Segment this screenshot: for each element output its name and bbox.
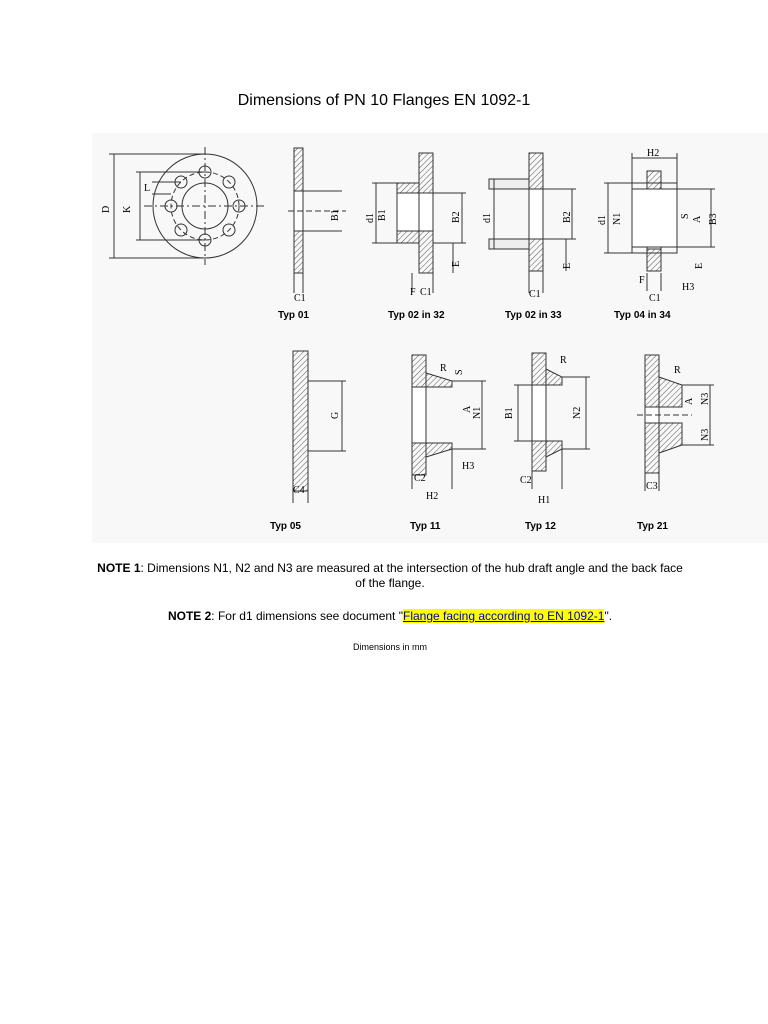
typ11-drawing [412,355,486,489]
dim-h3-label: H3 [682,282,695,293]
dim-h2-label-2: H2 [426,491,439,502]
typ01-label: Typ 01 [278,310,309,321]
typ02in32-label: Typ 02 in 32 [388,310,445,321]
dim-d1-label-3: d1 [597,215,608,225]
dim-l-label: L [144,183,151,194]
dim-c2-label: C2 [414,473,426,484]
dim-n3-label-2: N3 [700,428,711,441]
dim-b2-label-2: B2 [562,211,573,223]
dim-d-label: D [101,205,112,213]
dim-c2-label-2: C2 [520,475,532,486]
dim-c3-label: C3 [646,481,658,492]
dim-n3-label: N3 [700,392,711,405]
dim-a-label: A [692,215,703,223]
dim-h2-label: H2 [647,148,660,159]
typ11-label: Typ 11 [410,521,441,532]
page-title: Dimensions of PN 10 Flanges EN 1092-1 [237,92,531,109]
dim-r-label-3: R [674,365,681,376]
dim-k-label: K [122,205,133,213]
note-1-label: NOTE 1 [97,561,141,575]
dim-a-label-3: A [684,397,695,405]
dim-e-label-2: E [562,262,573,269]
flange-types-drawing [92,133,768,543]
typ12-label: Typ 12 [525,521,556,532]
dim-s-label-2: S [454,369,465,375]
dim-e-label-3: E [694,262,705,269]
dim-b2-label: B2 [451,211,462,223]
dim-c4-label: C4 [293,485,305,496]
dim-b3-label: B3 [708,213,719,225]
dim-f-label: F [410,287,416,298]
dim-a-label-2: A [462,405,473,413]
typ04in34-label: Typ 04 in 34 [614,310,671,321]
dim-f-label-2: F [639,275,645,286]
typ21-label: Typ 21 [637,521,668,532]
dim-b1-label-2: B1 [377,209,388,221]
note-2-text-after: ". [604,609,613,623]
units-caption: Dimensions in mm [352,642,428,652]
note-1-text: : Dimensions N1, N2 and N3 are measured at the intersection of the hub draft angle and the back face of the flange. [140,561,683,590]
dim-c1-label-4: C1 [649,293,661,304]
dim-s-label: S [680,213,691,219]
note-2-label: NOTE 2 [167,609,212,623]
typ12-drawing [514,353,590,489]
note-2 [92,609,688,623]
dim-n2-label: N2 [572,406,583,419]
dim-c1-label-2: C1 [420,287,432,298]
typ05-label: Typ 05 [270,521,301,532]
note-2-text-before: : For d1 dimensions see document " [211,609,403,623]
dim-b1-label: B1 [330,209,341,221]
dim-h1-label: H1 [538,495,551,506]
flange-facing-link[interactable]: Flange facing according to EN 1092-1 [402,609,605,623]
dim-h3-label-2: H3 [462,461,475,472]
dim-c1-label-3: C1 [529,289,541,300]
dim-g-label: G [330,411,341,419]
typ05-drawing [293,351,346,503]
typ02in33-label: Typ 02 in 33 [505,310,562,321]
dim-n1-label: N1 [612,212,623,225]
dim-r-label-2: R [560,355,567,366]
dim-e-label: E [451,260,462,267]
note-1 [92,561,688,591]
dim-d1-label: d1 [365,213,376,223]
dim-n1-label-2: N1 [472,406,483,419]
flange-drawing-svg [92,133,768,543]
dim-c1-label: C1 [294,293,306,304]
dim-b1-label-3: B1 [504,407,515,419]
dim-r-label: R [440,363,447,374]
dim-d1-label-2: d1 [482,213,493,223]
